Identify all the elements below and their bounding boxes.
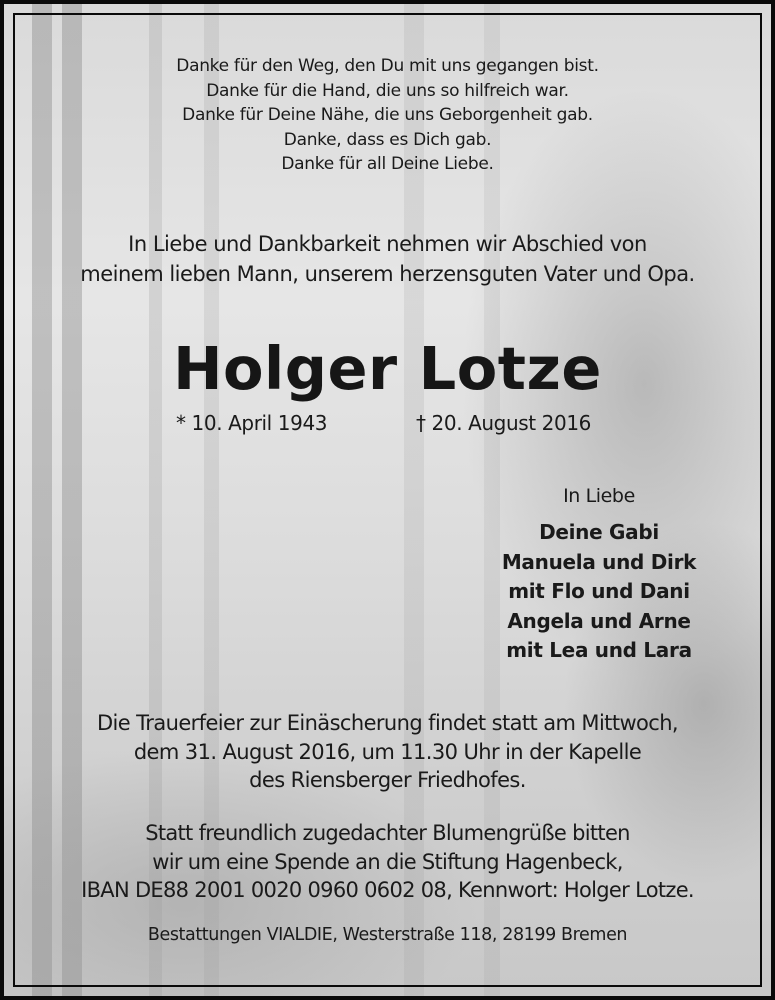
- donation-line: wir um eine Spende an die Stiftung Hagenbeck,: [152, 849, 623, 874]
- poem-line: Danke, dass es Dich gab.: [283, 129, 492, 150]
- birth-date: * 10. April 1943: [176, 411, 328, 435]
- mourners-names: [474, 518, 724, 666]
- donation-line: IBAN DE88 2001 0020 0960 0602 08, Kennwort: Holger Lotze.: [81, 878, 694, 902]
- poem-line: Danke für die Hand, die uns so hilfreich war.: [206, 80, 569, 101]
- death-date: † 20. August 2016: [416, 411, 591, 435]
- intro-line: meinem lieben Mann, unserem herzensguten Vater und Opa.: [80, 262, 695, 286]
- poem-line: Danke für all Deine Liebe.: [281, 154, 494, 174]
- intro-line: In Liebe und Dankbarkeit nehmen wir Abschied von: [128, 232, 647, 256]
- ceremony-line: dem 31. August 2016, um 11.30 Uhr in der Kapelle: [133, 739, 642, 764]
- donation-info: [4, 819, 771, 905]
- poem-line: Danke für Deine Nähe, die uns Geborgenheit gab.: [182, 105, 593, 125]
- mourners-lead: In Liebe: [563, 485, 635, 507]
- poem-line: Danke für den Weg, den Du mit uns gegangen bist.: [176, 56, 599, 76]
- ceremony-info: [4, 709, 771, 795]
- mourner-name: Angela und Arne: [507, 608, 691, 633]
- ceremony-line: des Riensberger Friedhofes.: [249, 768, 526, 792]
- deceased-name: Holger Lotze: [173, 334, 602, 403]
- mourner-name: Deine Gabi: [539, 520, 659, 544]
- mourner-name: mit Lea und Lara: [506, 638, 692, 662]
- ceremony-line: Die Trauerfeier zur Einäscherung findet statt am Mittwoch,: [96, 711, 679, 735]
- mourner-name: Manuela und Dirk: [501, 549, 697, 574]
- mourners-block: [474, 4, 724, 666]
- donation-line: Statt freundlich zugedachter Blumengrüße bitten: [145, 821, 630, 845]
- mourner-name: mit Flo und Dani: [508, 579, 690, 603]
- undertaker-info: Bestattungen VIALDIE, Westerstraße 118, 28199 Bremen: [147, 925, 628, 945]
